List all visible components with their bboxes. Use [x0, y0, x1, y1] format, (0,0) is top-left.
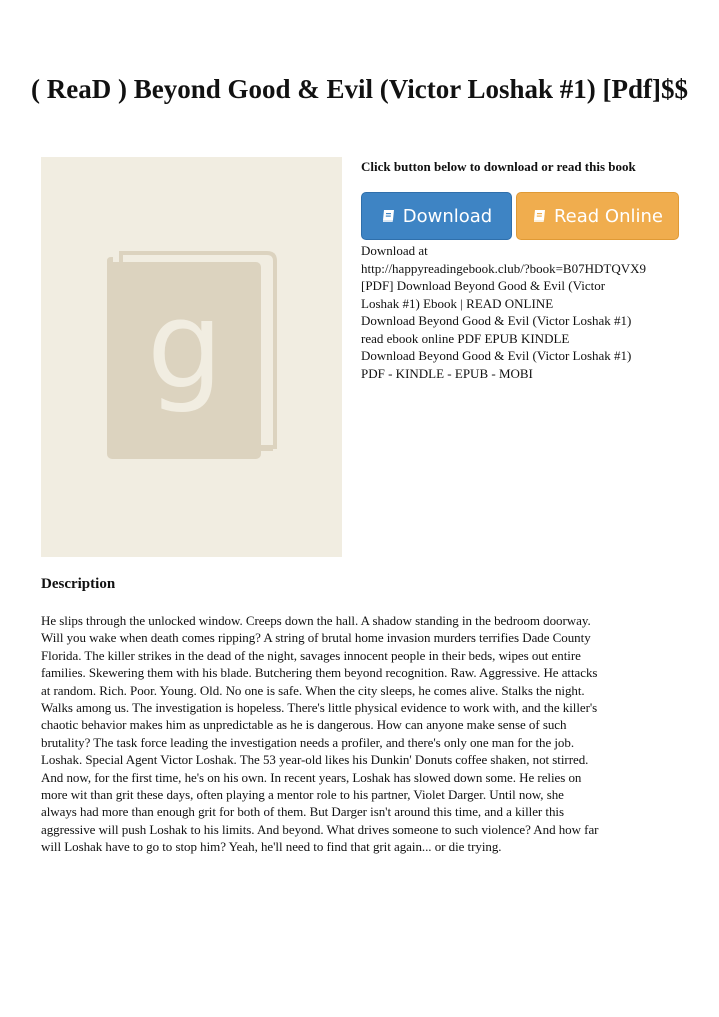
cover-letter-g: g	[146, 277, 224, 416]
description-line: brutality? The task force leading the investigation needs a profiler, and there's only one man for the job.	[41, 734, 575, 750]
link-line: Download Beyond Good & Evil (Victor Loshak #1)	[361, 348, 632, 363]
description-line: Will you wake when death comes ripping? A string of brutal home invasion murders terrifies Dade County	[41, 630, 591, 646]
description-line: aggressive will push Loshak to his limits. And beyond. What drives someone to such violence? And how far	[41, 821, 599, 837]
description-heading: Description	[41, 576, 116, 592]
description-line: families. Skewering them with his blade. Butchering them beyond recognition. Raw. Aggressive. He attacks	[41, 665, 598, 681]
description-line: at random. Rich. Poor. Young. Old. No one is safe. When the city sleeps, he comes alive. Stalks the night.	[41, 682, 585, 698]
description-line: Florida. The killer strikes in the dead of the night, savages innocent people in their beds, wipes out entire	[41, 647, 581, 663]
description-line: Loshak. Special Agent Victor Loshak. The 53 year-old likes his Dunkin' Donuts coffee shaken, not stirred.	[41, 752, 589, 768]
download-links	[361, 242, 691, 382]
download-button[interactable]	[361, 192, 512, 240]
read-online-button-label: Read Online	[553, 205, 663, 227]
goodreads-book-placeholder-icon	[41, 157, 342, 557]
download-button-label: Download	[402, 205, 493, 227]
link-line: PDF - KINDLE - EPUB - MOBI	[361, 365, 533, 381]
description-line: will Loshak have to go to stop him? Yeah, he'll need to find that grit again... or die trying.	[41, 839, 502, 855]
link-line: [PDF] Download Beyond Good & Evil (Victor	[361, 278, 606, 293]
description-line: more wit than grit these days, often playing a mentor role to his partner, Violet Darger. Until now, she	[41, 787, 564, 803]
book-icon	[381, 208, 397, 224]
description-line: He slips through the unlocked window. Creeps down the hall. A shadow standing in the bedroom doorway.	[41, 613, 591, 628]
book-cover-placeholder	[41, 157, 342, 557]
download-cta-text: Click button below to download or read this book	[361, 159, 636, 174]
description-line: chaotic behavior makes him as unpredictable as he is dangerous. How can anyone make sense of such	[41, 717, 567, 733]
link-line: Loshak #1) Ebook | READ ONLINE	[361, 295, 554, 311]
book-icon	[532, 208, 548, 224]
read-online-button[interactable]	[516, 192, 679, 240]
link-line: Download Beyond Good & Evil (Victor Loshak #1)	[361, 313, 632, 328]
link-line: read ebook online PDF EPUB KINDLE	[361, 330, 570, 346]
download-url-link[interactable]: http://happyreadingebook.club/?book=B07HDTQVX9	[361, 260, 646, 276]
description-line: And now, for the first time, he's on his own. In recent years, Loshak has slowed down some. He relies on	[41, 769, 582, 785]
page-title: ( ReaD ) Beyond Good & Evil (Victor Loshak #1) [Pdf]$$	[31, 74, 688, 104]
description-body	[41, 612, 681, 856]
description-line: always had more than enough grit for both of them. But Darger isn't around this time, and a killer this	[41, 804, 564, 820]
description-line: Walks among us. The investigation is hopeless. There's little physical evidence to work with, and the killer's	[41, 700, 598, 716]
link-line: Download at	[361, 243, 428, 258]
